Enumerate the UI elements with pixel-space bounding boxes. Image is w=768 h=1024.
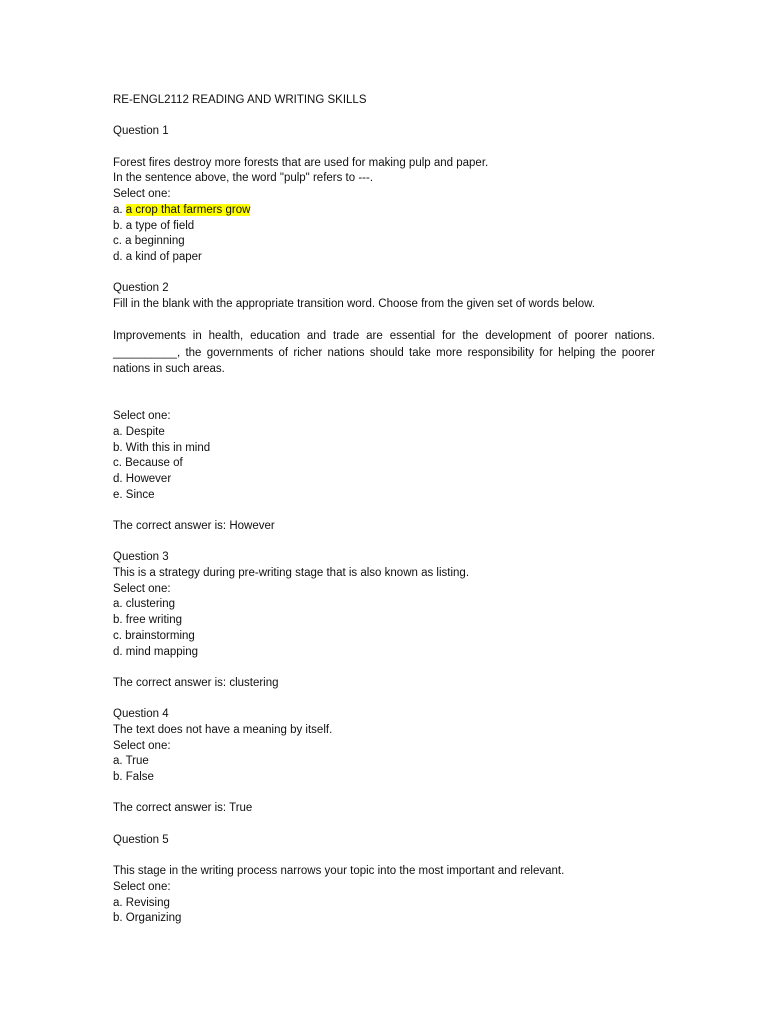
- question-4-option-b: b. False: [113, 771, 154, 784]
- question-1-sentence: Forest fires destroy more forests that are used for making pulp and paper.: [113, 156, 489, 169]
- option-letter: b.: [113, 219, 126, 232]
- question-3-text: This is a strategy during pre-writing stage that is also known as listing.: [113, 567, 470, 580]
- question-2-instruction: Fill in the blank with the appropriate transition word. Choose from the given set of words below.: [113, 297, 595, 310]
- question-3-option-c: c. brainstorming: [113, 629, 195, 642]
- highlighted-option-text: a crop that farmers grow: [125, 203, 251, 216]
- question-4-heading: Question 4: [113, 708, 169, 721]
- question-4-answer: The correct answer is: True: [113, 802, 253, 815]
- question-1-option-c: [113, 234, 655, 250]
- question-2-heading: Question 2: [113, 282, 169, 295]
- option-letter: a.: [113, 203, 126, 216]
- question-2-answer: The correct answer is: However: [113, 520, 275, 533]
- question-5-option-a: a. Revising: [113, 896, 170, 909]
- question-5-heading: Question 5: [113, 833, 169, 846]
- question-2-option-d: d. However: [113, 472, 172, 485]
- option-text: a type of field: [125, 219, 195, 232]
- question-2-option-a: a. Despite: [113, 425, 165, 438]
- question-5-option-b: b. Organizing: [113, 912, 182, 925]
- question-2-option-b: b. With this in mind: [113, 441, 211, 454]
- option-letter: c.: [113, 235, 126, 248]
- question-2-passage: Improvements in health, education and trade are essential for the development of poorer nations. __________, the governments of richer nations should take more responsibility for helping the poorer nations in such areas.: [113, 330, 655, 376]
- question-4-text: The text does not have a meaning by itself.: [113, 723, 333, 736]
- question-1-option-d: [113, 250, 655, 266]
- question-3-answer: The correct answer is: clustering: [113, 676, 279, 689]
- question-1-prompt: In the sentence above, the word "pulp" refers to ---.: [113, 172, 374, 185]
- question-3-option-d: d. mind mapping: [113, 645, 199, 658]
- course-title: RE-ENGL2112 READING AND WRITING SKILLS: [113, 94, 367, 106]
- document-page: [113, 93, 655, 927]
- question-1-heading: Question 1: [113, 125, 169, 138]
- question-3-select-label: Select one:: [113, 582, 171, 595]
- question-5-text: This stage in the writing process narrows your topic into the most important and relevant.: [113, 865, 565, 878]
- question-2-select-label: Select one:: [113, 410, 171, 423]
- option-text: a kind of paper: [125, 250, 202, 263]
- question-2-option-c: c. Because of: [113, 457, 183, 470]
- question-3-option-a: a. clustering: [113, 598, 176, 611]
- question-4-option-a: a. True: [113, 755, 149, 768]
- option-text: a beginning: [125, 235, 185, 248]
- question-1-option-b: [113, 219, 655, 235]
- option-letter: d.: [113, 250, 126, 263]
- question-1-option-a: [113, 203, 655, 219]
- question-4-select-label: Select one:: [113, 739, 171, 752]
- question-5-select-label: Select one:: [113, 880, 171, 893]
- question-3-heading: Question 3: [113, 551, 169, 564]
- question-1-select-label: Select one:: [113, 188, 171, 201]
- question-3-option-b: b. free writing: [113, 614, 183, 627]
- question-2-option-e: e. Since: [113, 488, 155, 501]
